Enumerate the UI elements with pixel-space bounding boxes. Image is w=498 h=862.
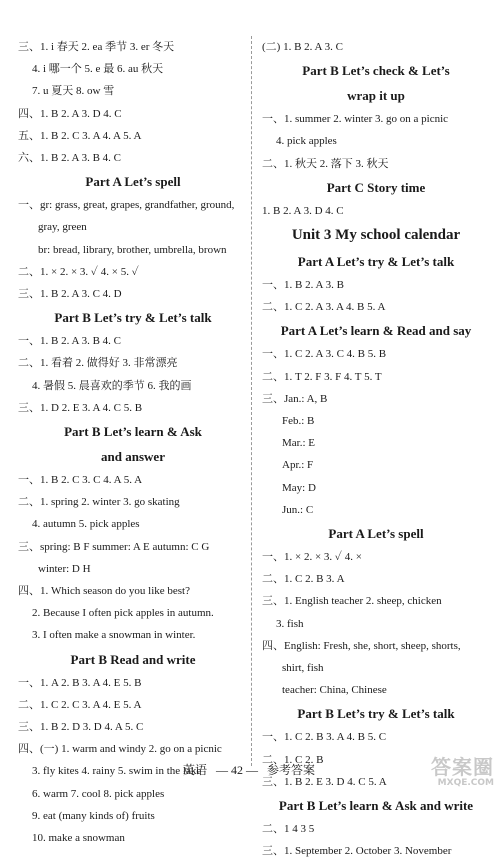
answer-line: 五、1. B 2. C 3. A 4. A 5. A (18, 129, 142, 142)
answer-line: 四、1. Which season do you like best? (18, 585, 190, 598)
answer-line: Mar.: E (282, 437, 315, 450)
answer-line: 三、1. September 2. October 3. November (262, 845, 452, 858)
column-divider (251, 36, 252, 766)
answer-line: 一、1. C 2. A 3. C 4. B 5. B (262, 348, 387, 361)
answer-line: 三、Jan.: A, B (262, 392, 328, 405)
section-heading: Part B Let’s learn & Ask (64, 424, 202, 440)
section-heading: Part A Let’s try & Let’s talk (297, 254, 455, 270)
answer-line: 4. 暑假 5. 晨喜欢的季节 6. 我的画 (32, 379, 192, 392)
answer-line: 四、1. B 2. A 3. D 4. C (18, 107, 122, 120)
answer-line: 一、gr: grass, great, grapes, grandfather, ground, (18, 199, 235, 212)
answer-line: teacher: China, Chinese (282, 684, 387, 697)
page-footer: 英语 — 42 — 参考答案 (182, 763, 315, 777)
section-heading: Part C Story time (326, 179, 426, 195)
answer-line: 一、1. A 2. B 3. A 4. E 5. B (18, 676, 142, 689)
answer-line: 二、1. × 2. × 3. ✓ 4. × 5. ✓ (18, 265, 139, 278)
answer-line: 一、1. B 2. C 3. C 4. A 5. A (18, 474, 143, 487)
right-column (262, 36, 490, 862)
section-heading: Part A Let’s spell (85, 174, 181, 190)
answer-line: 二、1. 秋天 2. 落下 3. 秋天 (262, 157, 389, 170)
answer-line: 一、1. B 2. A 3. B (262, 279, 344, 292)
answer-line: 二、1. C 2. B (262, 753, 324, 766)
answer-line: 9. eat (many kinds of) fruits (32, 809, 155, 822)
answer-line: Apr.: F (282, 459, 314, 472)
section-heading: Part B Read and write (70, 651, 196, 667)
answer-line: 一、1. C 2. B 3. A 4. B 5. C (262, 731, 387, 744)
answer-line: 二、1. C 2. C 3. A 4. E 5. A (18, 698, 142, 711)
answer-line: 3. fly kites 4. rainy 5. swim in the lake (32, 765, 202, 778)
answer-line: 二、1 4 3 5 (262, 823, 315, 836)
answer-line: 二、1. spring 2. winter 3. go skating (18, 496, 180, 509)
answer-line: 二、1. C 2. B 3. A (262, 573, 345, 586)
section-heading: wrap it up (347, 88, 405, 104)
answer-line: 三、1. B 2. A 3. C 4. D (18, 288, 122, 301)
answer-line: 4. i 哪一个 5. e 最 6. au 秋天 (32, 63, 164, 76)
section-heading: Part B Let’s check & Let’s (302, 63, 450, 79)
answer-line: 一、1. summer 2. winter 3. go on a picnic (262, 113, 449, 126)
answer-line: 4. autumn 5. pick apples (32, 518, 140, 531)
answer-line: 三、1. i 春天 2. ea 季节 3. er 冬天 (18, 41, 175, 53)
answer-line: 一、1. × 2. × 3. ✓ 4. × (262, 551, 362, 564)
unit-title: Unit 3 My school calendar (291, 227, 461, 244)
answer-line: 三、1. B 2. E 3. D 4. C 5. A (262, 775, 387, 788)
answer-line: (二) 1. B 2. A 3. C (262, 41, 343, 53)
answer-line: 7. u 夏天 8. ow 雪 (32, 85, 115, 98)
answer-line: 一、1. B 2. A 3. B 4. C (18, 335, 121, 348)
answer-line: 3. fish (276, 617, 304, 630)
answer-line: winter: D H (38, 562, 91, 575)
answer-line: 二、1. 看着 2. 做得好 3. 非常漂亮 (18, 357, 178, 370)
answer-line: gray, green (38, 221, 87, 234)
answer-line: 六、1. B 2. A 3. B 4. C (18, 152, 121, 165)
answer-line: 四、English: Fresh, she, short, sheep, shorts, (262, 639, 461, 652)
answer-line: 三、1. English teacher 2. sheep, chicken (262, 595, 442, 608)
answer-line: br: bread, library, brother, umbrella, brown (38, 243, 227, 256)
answer-line: 2. Because I often pick apples in autumn. (32, 607, 214, 620)
section-heading: Part B Let’s try & Let’s talk (297, 706, 455, 722)
answer-line: 三、spring: B F summer: A E autumn: C G (18, 540, 210, 553)
answer-line: 三、1. D 2. E 3. A 4. C 5. B (18, 401, 143, 414)
answer-line: 1. B 2. A 3. D 4. C (262, 204, 344, 217)
section-heading: Part B Let’s try & Let’s talk (54, 310, 212, 326)
answer-line: 10. make a snowman (32, 832, 125, 845)
answer-line: 四、(一) 1. warm and windy 2. go on a picnic (18, 743, 222, 756)
left-column (18, 36, 248, 849)
answer-line: Feb.: B (282, 415, 315, 428)
watermark-logo: 答案圈 MXQE.COM (431, 755, 494, 788)
answer-line: 6. warm 7. cool 8. pick apples (32, 787, 165, 800)
answer-line: May: D (282, 481, 316, 494)
section-heading: Part B Let’s learn & Ask and write (278, 798, 474, 814)
answer-line: 二、1. C 2. A 3. A 4. B 5. A (262, 301, 386, 314)
answer-line: 三、1. B 2. D 3. D 4. A 5. C (18, 721, 144, 734)
answer-line: shirt, fish (282, 662, 324, 675)
answer-line: 3. I often make a snowman in winter. (32, 629, 196, 642)
section-heading: and answer (101, 449, 165, 465)
answer-line: 二、1. T 2. F 3. F 4. T 5. T (262, 370, 382, 383)
answer-line: Jun.: C (282, 503, 314, 516)
answer-line: 4. pick apples (276, 135, 337, 148)
section-heading: Part A Let’s spell (328, 526, 424, 542)
section-heading: Part A Let’s learn & Read and say (280, 323, 472, 339)
